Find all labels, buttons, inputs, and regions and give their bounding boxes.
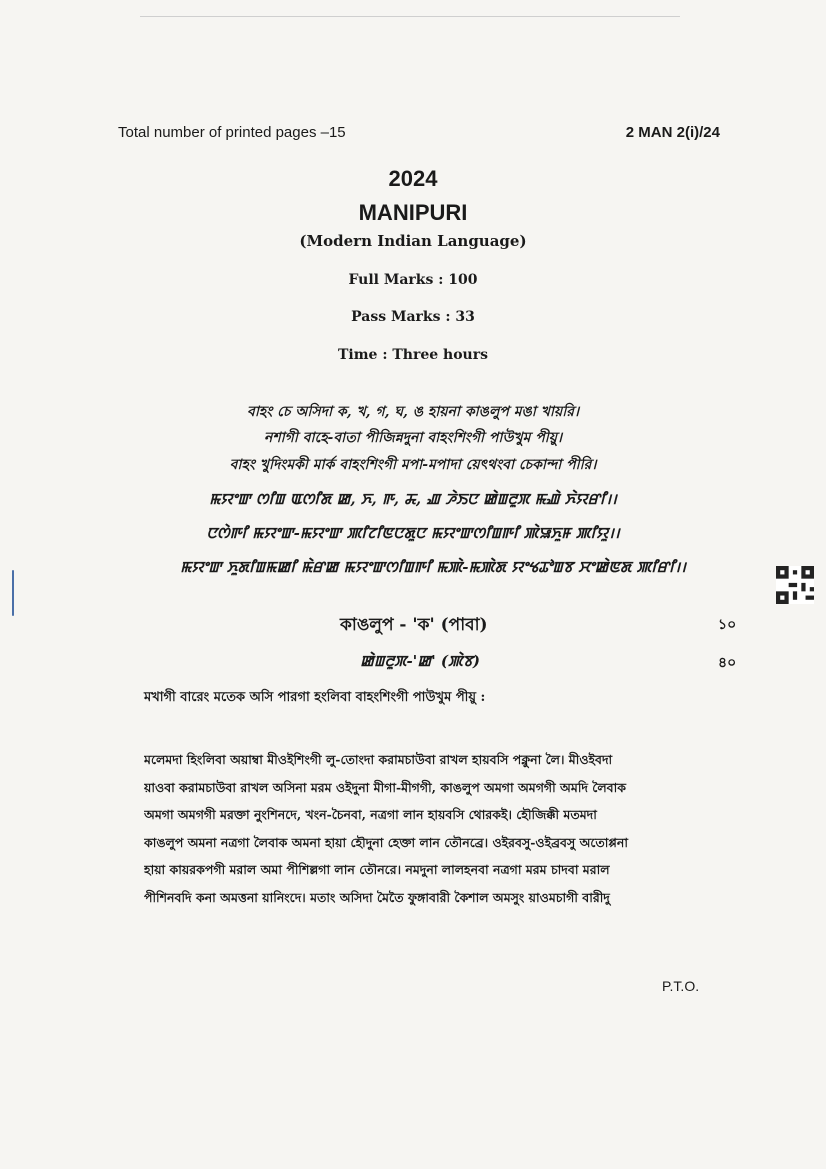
- passage: [144, 746, 704, 911]
- passage-line: পীশিনবদি কনা অমত্তনা য়ানিংদে। মতাং অসিদা মৈতৈ ফুঙ্গাবারী কৈশাল অমসুং য়াওমচাগী বারীদু: [144, 889, 610, 905]
- section-a-meetei-marks: ৪০: [718, 655, 737, 671]
- passage-line: অমগা অমগগী মরক্তা নুংশিনদে, খংন-চৈনবা, নত্রগা লান হায়বসি থোরকই। হৌজিক্কী মতমদা: [144, 807, 597, 822]
- pto-note: P.T.O.: [662, 978, 700, 994]
- instruction-meetei-1: ꯃꯌꯦꯛ ꯁꯤꯡ ꯑꯁꯤꯗ ꯀ, ꯈ, ꯒ, ꯘ, ꯉ ꯍꯥꯏꯅ ꯀꯥꯡꯂꯨꯞ ꯃꯉꯥ ꯈꯥꯌꯔꯤ।।: [209, 490, 617, 508]
- section-a-meetei-title: ꯀꯥꯡꯂꯨꯞ-'ꯀ' (ꯄꯥꯕ): [360, 652, 480, 670]
- qr-code-icon: [776, 566, 814, 604]
- passage-line: কাঙলুপ অমনা নত্রগা লৈবাক অমনা হায়া হৌদুনা হেক্তা লান তৌনব্রে। ওইরবসু-ওইব্রবসু অতোপ্পনা: [144, 834, 629, 850]
- passage-line: হায়া কায়রকপগী মরাল অমা পীশিল্লগা লান তৌনরে। নমদুনা লালহনবা নত্রগা মরম চাদবা মরাল: [144, 862, 610, 877]
- question-prompt: মখাগী বারেং মতেক অসি পারগা হংলিবা বাহংশিংগী পাউখুম পীয়ু :: [144, 690, 486, 705]
- paper-code: 2 MAN 2(i)/24: [625, 124, 720, 141]
- instruction-meetei-3: ꯃꯌꯦꯛ ꯈꯨꯗꯤꯡꯃꯀꯤ ꯃꯥꯔꯀ ꯃꯌꯦꯛꯁꯤꯡꯒꯤ ꯃꯄꯥ-ꯃꯄꯥꯗ ꯌꯦꯠꯊꯣꯡꯕ ꯆꯦꯀꯥꯟꯗ ꯄꯤꯔꯤ।।: [180, 558, 686, 576]
- pass-marks: Pass Marks : 33: [351, 309, 475, 325]
- printed-pages-note: Total number of printed pages –15: [118, 124, 346, 141]
- full-marks: Full Marks : 100: [348, 272, 478, 288]
- time-allowed: Time : Three hours: [338, 347, 488, 363]
- section-a-title: কাঙলুপ - 'ক' (পাবা): [340, 615, 488, 635]
- passage-line: মলেমদা হিংলিবা অয়াম্বা মীওইশিংগী লু-তোংদা করামচাউবা রাখল হায়বসি পক্নুনা লৈ। মীওইবদা: [144, 752, 613, 767]
- instruction-bengali-1: বাহং চে অসিদা ক, খ, গ, ঘ, ঙ হায়না কাঙলুপ মঙা খায়রি।: [247, 404, 579, 420]
- top-border-line: [140, 16, 680, 17]
- subject-title: MANIPURI: [358, 200, 468, 225]
- instruction-bengali-3: বাহং খুদিংমকী মার্ক বাহংশিংগী মপা-মপাদা য়েৎথংবা চেকান্দা পীরি।: [229, 457, 597, 473]
- ink-mark: [12, 570, 14, 616]
- passage-line: য়াওবা করামচাউবা রাখল অসিনা মরম ওইদুনা মীগা-মীগগী, কাঙলুপ অমগা অমগগী অমদি লৈবাক: [144, 779, 627, 795]
- exam-year: 2024: [388, 166, 438, 191]
- instruction-meetei-2: ꯅꯁꯥꯒꯤ ꯃꯌꯦꯛ-ꯃꯌꯦꯛ ꯄꯤꯖꯤꯟꯅꯗꯨꯅ ꯃꯌꯦꯛꯁꯤꯡꯒꯤ ꯄꯥꯎꯈꯨꯝ ꯄꯤꯌꯨ।।: [206, 524, 620, 542]
- section-a-marks: ১০: [718, 617, 737, 633]
- subject-subtitle: (Modern Indian Language): [299, 232, 527, 250]
- instruction-bengali-2: নশাগী বাহে-বাতা পীজিন্নদুনা বাহংশিংগী পাউখুম পীয়ু।: [263, 430, 563, 446]
